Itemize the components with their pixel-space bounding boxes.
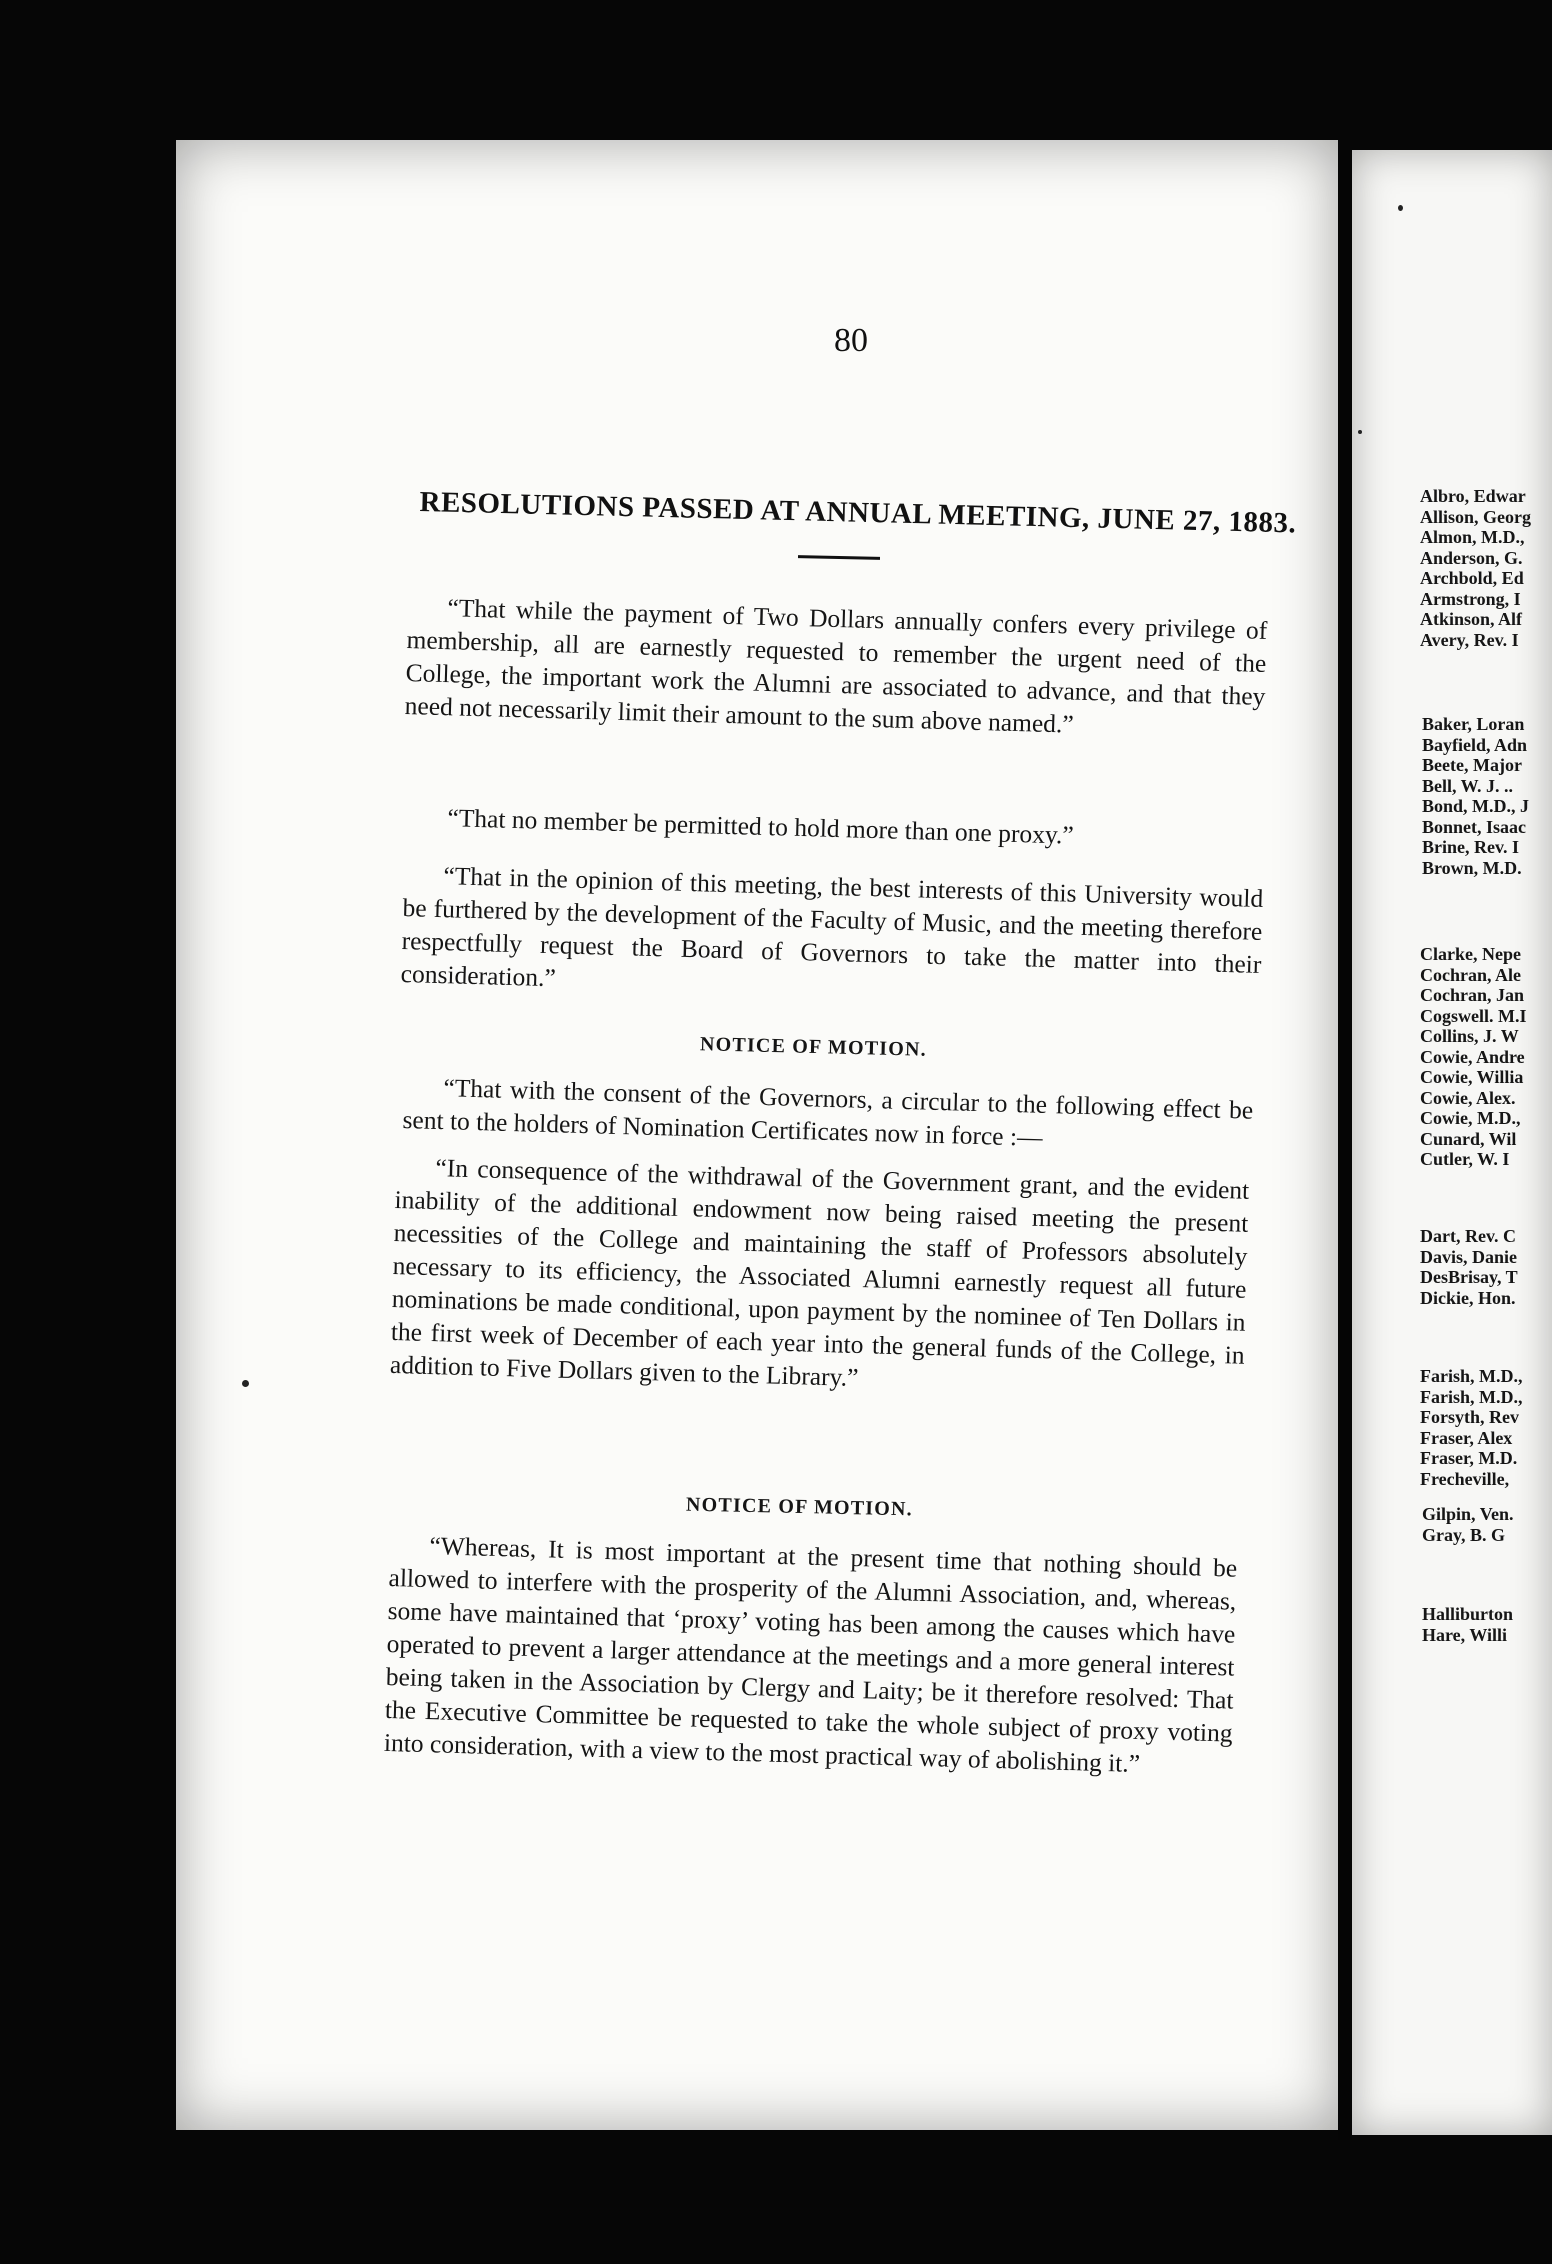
name-entry: Brown, M.D. (1422, 857, 1522, 878)
notice-2-body (384, 1528, 1238, 1783)
name-group (1420, 486, 1531, 650)
name-entry: Farish, M.D., (1420, 1366, 1523, 1386)
name-group (1420, 1366, 1523, 1489)
notice-heading-2: NOTICE OF MOTION. (685, 1493, 914, 1521)
name-entry: Hare, Willi (1422, 1624, 1508, 1645)
name-entry: Atkinson, Alf (1420, 609, 1523, 629)
book-gutter (1338, 150, 1352, 2140)
name-entry: Bonnet, Isaac (1422, 816, 1527, 837)
notice-body-text: “In consequence of the withdrawal of the Government grant, and the evident inability of the additional endowment now being raised meeting the present necessities of the College and maintaining the staff of Professors absolutely necessary to its efficiency, the Associated Alumni earnestly request all future nominations be made conditional, upon payment by the nominee of Ten Dollars in the first week of December of each year into the general funds of the College, in addition to Five Dollars given to the Library.” (389, 1153, 1250, 1392)
right-page-name-list (1352, 150, 1552, 2135)
name-entry: Fraser, M.D. (1420, 1448, 1518, 1468)
resolution-text: “That no member be permitted to hold more than one proxy.” (447, 803, 1075, 850)
notice-heading-1: NOTICE OF MOTION. (699, 1033, 928, 1061)
name-entry: Cowie, Alex. (1420, 1087, 1516, 1108)
page-title: RESOLUTIONS PASSED AT ANNUAL MEETING, JUNE 27, 1883. (419, 486, 1297, 540)
name-entry: Cowie, Andre (1420, 1046, 1525, 1067)
notice-1-body (390, 1150, 1250, 1405)
name-entry: Fraser, Alex (1420, 1427, 1513, 1448)
notice-body-text: “Whereas, It is most important at the present time that nothing should be allowed to interfere with the prosperity of the Alumni Association, and, whereas, some have maintained that ‘proxy’ voting has been among the causes which have operated to prevent a larger attendance at the meetings and a more general interest being taken in the Association by Clergy and Laity; be it therefore resolved: That the Executive Committee be requested to take the whole subject of proxy voting into consideration, with a view to the most practical way of abolishing it.” (383, 1531, 1238, 1779)
scan-speck (1358, 430, 1362, 434)
name-group (1420, 1226, 1518, 1308)
name-entry: Halliburton (1422, 1604, 1514, 1624)
name-entry: Collins, J. W (1420, 1026, 1519, 1046)
resolution-3 (400, 858, 1263, 1014)
resolution-1 (404, 590, 1267, 746)
name-entry: Allison, Georg (1420, 506, 1531, 527)
name-entry: Almon, M.D., (1420, 527, 1525, 547)
scan-speck (242, 1380, 249, 1387)
name-entry: Cowie, Willia (1420, 1067, 1524, 1087)
name-entry: Armstrong, I (1420, 588, 1521, 609)
name-entry: Forsyth, Rev (1420, 1407, 1519, 1427)
name-entry: Bell, W. J. .. (1422, 775, 1514, 796)
name-group (1422, 1604, 1513, 1645)
name-entry: Baker, Loran (1422, 714, 1525, 734)
name-entry: Avery, Rev. I (1420, 629, 1519, 650)
name-entry: Beete, Major (1422, 755, 1522, 775)
name-entry: DesBrisay, T (1420, 1267, 1518, 1287)
name-entry: Cochran, Jan (1420, 985, 1525, 1005)
name-entry: Gray, B. G (1422, 1524, 1506, 1545)
name-group (1422, 1504, 1514, 1545)
name-entry: Dickie, Hon. (1420, 1287, 1516, 1308)
name-entry: Cowie, M.D., (1420, 1108, 1521, 1128)
name-entry: Dart, Rev. C (1420, 1226, 1516, 1246)
name-entry: Bond, M.D., J (1422, 796, 1530, 816)
name-entry: Cochran, Ale (1420, 964, 1521, 985)
name-entry: Anderson, G. (1420, 547, 1523, 568)
page-number: 80 (834, 322, 868, 359)
name-entry: Davis, Danie (1420, 1246, 1518, 1267)
name-entry: Albro, Edwar (1420, 486, 1526, 506)
name-entry: Farish, M.D., (1420, 1386, 1523, 1407)
name-entry: Cutler, W. I (1420, 1149, 1510, 1169)
name-entry: Archbold, Ed (1420, 568, 1524, 588)
resolution-text: “That in the opinion of this meeting, the best interests of this University would be furthered by the development of the Faculty of Music, and the meeting therefore respectfully request the Board of Governors to take the matter into their consideration.” (400, 861, 1264, 993)
name-entry: Clarke, Nepe (1420, 944, 1521, 964)
name-entry: Brine, Rev. I (1422, 837, 1519, 857)
right-page (1352, 150, 1552, 2135)
name-group (1420, 944, 1527, 1170)
resolution-text: “That while the payment of Two Dollars annually confers every privilege of membership, all are earnestly requested to remember the urgent need of the College, the important work the Alumni are associated to advance, and that they need not necessarily limit their amount to the sum above named.” (404, 593, 1268, 739)
name-entry: Bayfield, Adn (1422, 734, 1528, 755)
scan-speck (1398, 205, 1403, 211)
name-entry: Cunard, Wil (1420, 1128, 1517, 1149)
name-group (1422, 714, 1529, 878)
name-entry: Frecheville, (1420, 1468, 1510, 1489)
notice-intro-text: “That with the consent of the Governors, a circular to the following effect be sent to the holders of Nomination Certificates now in force :— (402, 1073, 1254, 1152)
name-entry: Cogswell. M.I (1420, 1005, 1527, 1026)
name-entry: Gilpin, Ven. (1422, 1504, 1514, 1524)
